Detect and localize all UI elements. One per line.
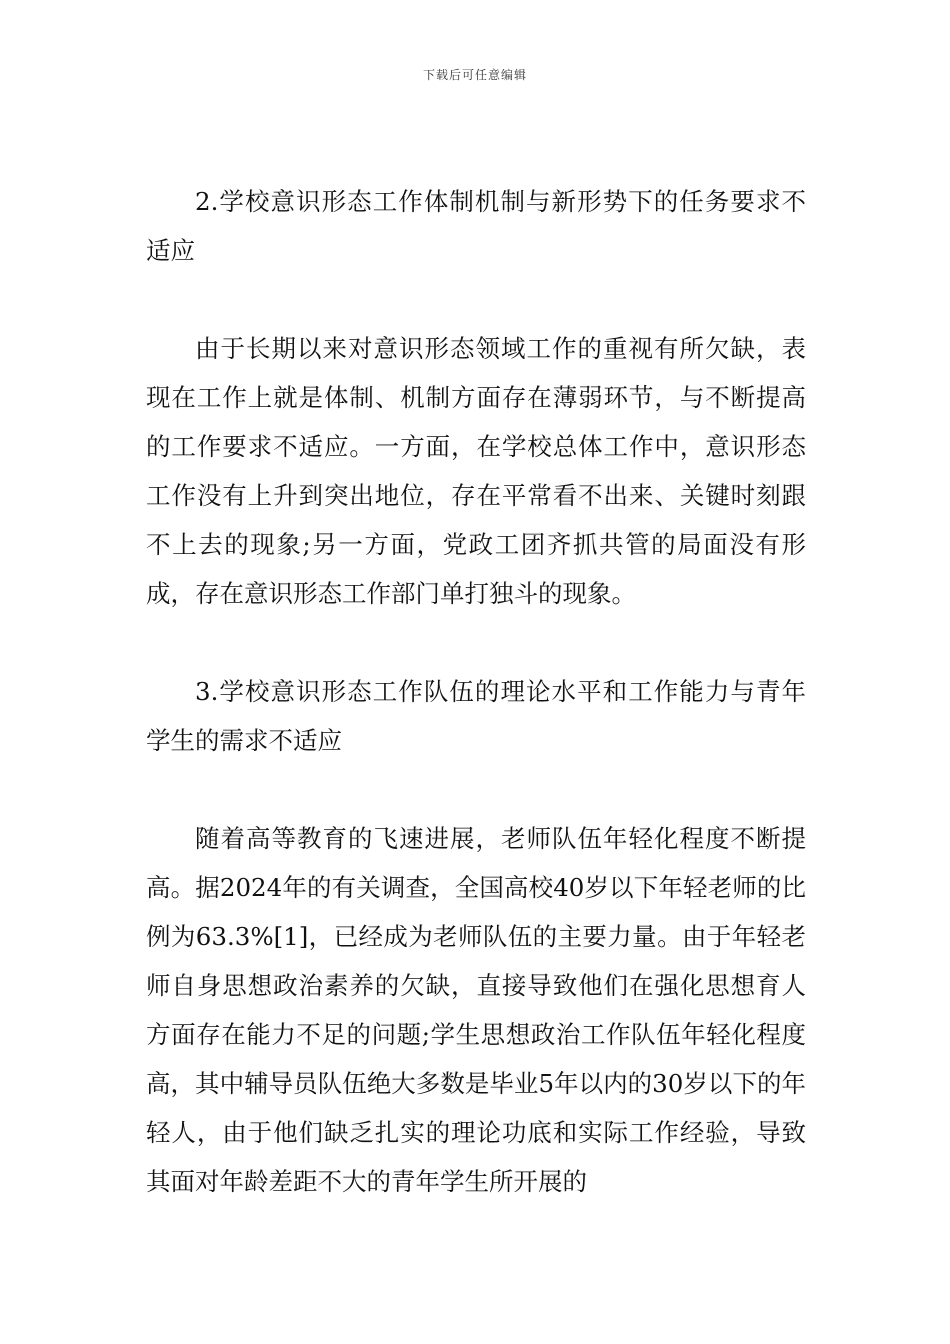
body-paragraph-2: 随着高等教育的飞速进展，老师队伍年轻化程度不断提高。据2024年的有关调查，全国高校40岁以下年轻老师的比例为63.3%[1]，已经成为老师队伍的主要力量。由于年轻老师自身思想政治素养的欠缺，直接导致他们在强化思想育人方面存在能力不足的问题;学生思想政治工作队伍年轻化程度高，其中辅导员队伍绝大多数是毕业5年以内的30岁以下的年轻人，由于他们缺乏扎实的理论功底和实际工作经验，导致其面对年龄差距不大的青年学生所开展的	[146, 824, 806, 1196]
section-heading-3: 3.学校意识形态工作队伍的理论水平和工作能力与青年学生的需求不适应	[146, 677, 806, 755]
section-heading-2: 2.学校意识形态工作体制机制与新形势下的任务要求不适应	[146, 187, 806, 265]
document-body	[146, 177, 806, 1206]
page-header: 下载后可任意编辑	[422, 68, 527, 82]
body-paragraph-1: 由于长期以来对意识形态领域工作的重视有所欠缺，表现在工作上就是体制、机制方面存在薄弱环节，与不断提高的工作要求不适应。一方面，在学校总体工作中，意识形态工作没有上升到突出地位，存在平常看不出来、关键时刻跟不上去的现象;另一方面，党政工团齐抓共管的局面没有形成，存在意识形态工作部门单打独斗的现象。	[146, 334, 806, 608]
